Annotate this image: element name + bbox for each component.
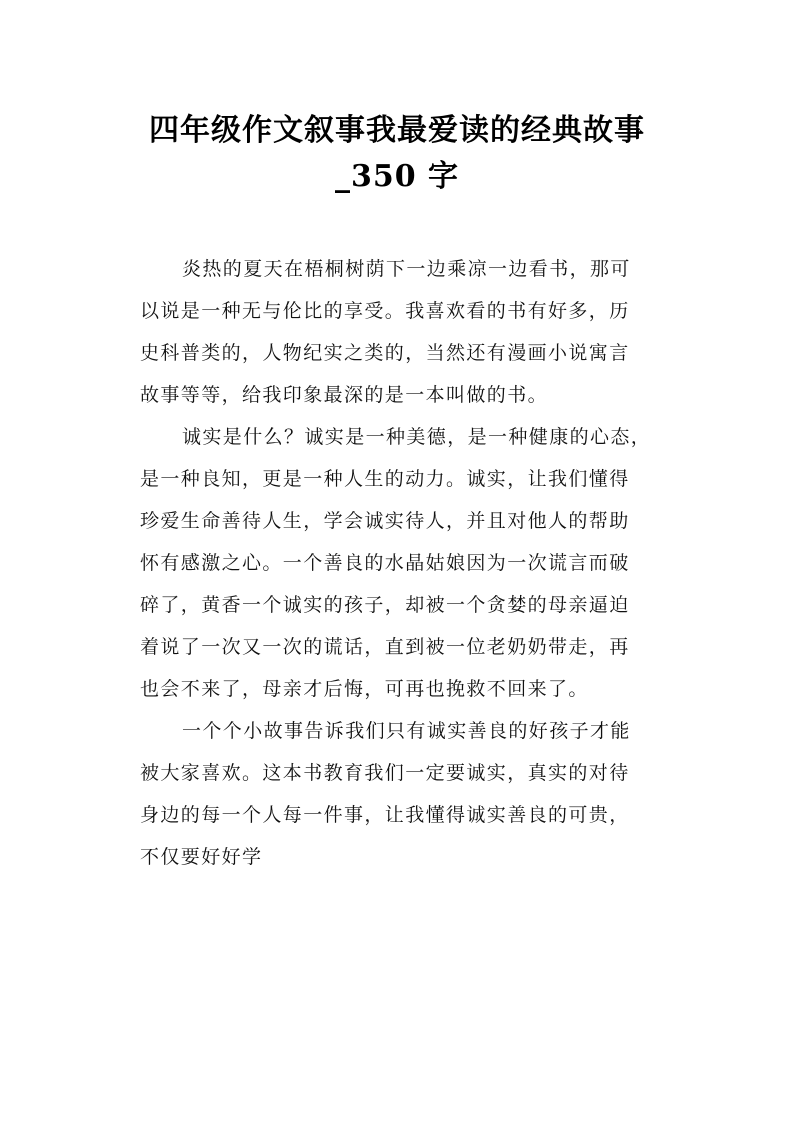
paragraph-line: 珍爱生命善待人生，学会诚实待人，并且对他人的帮助: [140, 510, 630, 532]
document-title: [120, 108, 674, 200]
paragraph-line: 故事等等，给我印象最深的是一本叫做的书。: [140, 384, 549, 406]
paragraph-1: [140, 248, 676, 416]
paragraph-line: 怀有感激之心。一个善良的水晶姑娘因为一次谎言而破: [140, 552, 630, 574]
paragraph-line: 被大家喜欢。这本书教育我们一定要诚实，真实的对待: [140, 762, 630, 784]
paragraph-line: 身边的每一个人每一件事，让我懂得诚实善良的可贵，: [140, 804, 630, 826]
paragraph-3: [140, 710, 676, 878]
paragraph-line: 也会不来了，母亲才后悔，可再也挽救不回来了。: [140, 678, 589, 700]
paragraph-line: 史科普类的，人物纪实之类的，当然还有漫画小说寓言: [140, 342, 630, 364]
paragraph-line: 是一种良知，更是一种人生的动力。诚实，让我们懂得: [140, 468, 630, 490]
document-body: [140, 248, 676, 878]
paragraph-line: 以说是一种无与伦比的享受。我喜欢看的书有好多，历: [140, 300, 630, 322]
paragraph-line: 着说了一次又一次的谎话，直到被一位老奶奶带走，再: [140, 636, 630, 658]
paragraph-line: 碎了，黄香一个诚实的孩子，却被一个贪婪的母亲逼迫: [140, 594, 630, 616]
title-line-1: 四年级作文叙事我最爱读的经典故事: [149, 113, 645, 148]
paragraph-line: 一个个小故事告诉我们只有诚实善良的好孩子才能: [182, 720, 631, 742]
paragraph-2: [140, 416, 676, 710]
paragraph-line: 不仅要好好学: [140, 846, 263, 868]
paragraph-line: 诚实是什么？诚实是一种美德，是一种健康的心态，: [182, 426, 652, 448]
paragraph-line: 炎热的夏天在梧桐树荫下一边乘凉一边看书，那可: [182, 258, 631, 280]
title-line-2: _350 字: [334, 159, 460, 194]
